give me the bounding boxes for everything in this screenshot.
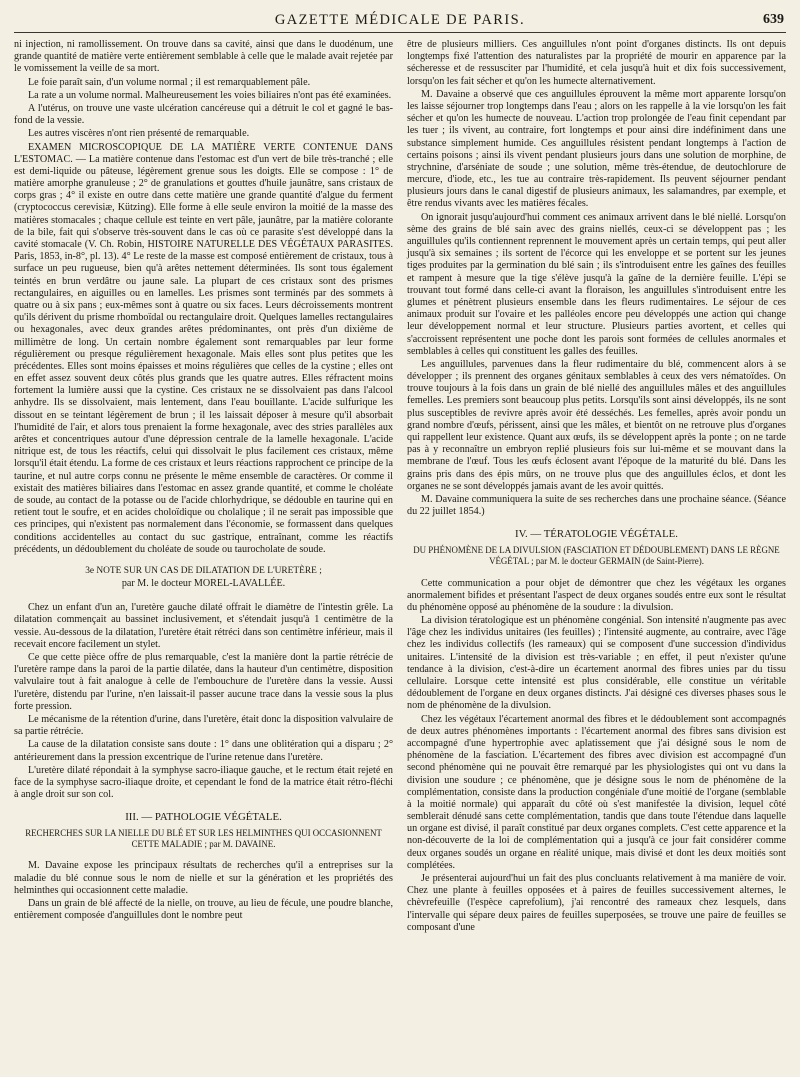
paragraph: La division tératologique est un phénomène congénial. Son intensité n'augmente pas avec l'âge chez les individus unitaires (les feuilles) ; l'intensité augmente, au contraire, avec l'âge chez les individus collectifs (les rameaux) qui se composent d'une succession d'individus unitaires. L'intensité de la division est très-variable ; en effet, il peut n'exister qu'une tendance à la division, c'est-à-dire un écartement anormal des fibres unies par du tissu cellulaire. Lorsque cette intensité est plus considérable, elle constitue un véritable dédoublement de l'organe en deux organes distincts. J'ai désigné ces diverses phases sous le nom de phénomène de la divulsion. bbox=[407, 615, 786, 712]
paragraph: M. Davaine expose les principaux résultats de recherches qu'il a entreprises sur la maladie du blé connue sous le nom de nielle et sur la génération et les propriétés des helminthes qui occasionnent cette maladie. bbox=[14, 860, 393, 896]
paragraph: Chez les végétaux l'écartement anormal des fibres et le dédoublement sont accompagnés de deux autres phénomènes importants : l'écartement anormal des fibres sans division est accompagné d'une hypertrophie avec aplatissement que j'ai désigné sous le nom de phénomène de la fasciation. L'écartement des fibres avec division est accompagné d'un second phénomène qui ne pouvait être remarqué par les physiologistes qui ont vu dans la division une soudure ; ce phénomène, que je désigne sous le nom de phénomène de la complémentation, consiste dans la production congéniale d'une moitié de l'organe (semblable à la moitié normale) qui apparaît du côté où s'est manifestée la division, lequel côté semblerait dénudé sans cette complémentation, tandis que dans toute l'étendue dans laquelle un organe est divisé, il paraît constitué par deux organes complets. C'est cette apparence et la non-découverte de la loi de complémentation qui a jusqu'à ce jour fait considérer comme deux organes soudés un organe en réalité unique, mais divisé et dont les deux moitiés sont complétées. bbox=[407, 713, 786, 871]
paragraph: On ignorait jusqu'aujourd'hui comment ces animaux arrivent dans le blé niellé. Lorsqu'on sème des grains de blé sain avec des grains niellés, ceux-ci se développent pas ; les anguillules qu'ils contiennent reprennent le mouvement après un certain temps, qui peut aller jusqu'à six semaines ; ils sortent de l'écorce qui les enveloppe et se portent sur les jeunes tiges produites par la germination du blé sain ; ils s'introduisent entre les gaînes des feuilles et rampent à mesure que la tige s'élève jusqu'à la gaîne de la dernière feuille. L'épi se trouvant tout formé dans celle-ci avant la floraison, les anguillules s'introduisent entre les glumes et pénètrent plusieurs ensemble dans les fleurs rudimentaires. Le séjour de ces animaux produit sur l'ovaire et les palléoles encore peu développés une action qui change leur développement normal et leur structure. Plusieurs parties avortent, et celles qui s'accroissent représentent une poche dont les parois sont formées de cellules anormales et semblables à celles qui constituent les galles des feuilles. bbox=[407, 211, 786, 357]
paragraph: M. Davaine communiquera la suite de ses recherches dans une prochaine séance. (Séance du 22 juillet 1854.) bbox=[407, 493, 786, 518]
paragraph: A l'utérus, on trouve une vaste ulcération cancéreuse qui a détruit le col et gagné le bas-fond de la vessie. bbox=[14, 102, 393, 127]
section-subtitle: DU PHÉNOMÈNE DE LA DIVULSION (FASCIATION ET DÉDOUBLEMENT) DANS LE RÈGNE VÉGÉTAL ; par M. le docteur GERMAIN (de Saint-Pierre). bbox=[413, 545, 780, 567]
note-author: par M. le docteur MOREL-LAVALLÉE. bbox=[121, 578, 286, 590]
paragraph: L'uretère dilaté répondait à la symphyse sacro-iliaque gauche, et le rectum était rejeté en face de la symphyse sacro-iliaque droite, et cependant le fond de la matrice était rétro-fléchi à angle droit sur son col. bbox=[14, 764, 393, 801]
paragraph: Cette communication a pour objet de démontrer que chez les végétaux les organes anormalement bifides et présentant l'aspect de deux organes soudés entre eux sont le résultat du phénomène opposé au phénomène de la soudure : la divulsion. bbox=[407, 577, 786, 613]
paragraph: M. Davaine a observé que ces anguillules éprouvent la même mort apparente lorsqu'on les laisse séjourner trop longtemps dans l'eau ; alors on les rappelle à la vie lorsqu'on les fait sécher et qu'on les humecte de nouveau. L'action trop prolongée de l'eau finit cependant par les tuer ; ils vivent, au contraire, fort longtemps et pour ainsi dire indéfiniment dans une substance simplement humide. Ces anguillules résistent pendant longtemps à l'action de certains poisons ; ainsi ils vivent pendant plusieurs jours dans une solution de morphine, de strychnine, d'arséniate de soude ; une solution, même très-étendue, de deutochlorure de mercure, d'iode, etc., les tue au contraire très-rapidement. Ils peuvent séjourner pendant plusieurs jours dans le canal digestif de plusieurs animaux, les salamandres, par exemple, et être rendus vivants avec les matières fécales. bbox=[407, 88, 786, 210]
paragraph: La cause de la dilatation consiste sans doute : 1° dans une oblitération qui a disparu ; 2° antérieurement dans la pression excentrique de l'urine retenue dans l'uretère. bbox=[14, 739, 393, 763]
text-columns bbox=[14, 39, 786, 1069]
paragraph: Ce que cette pièce offre de plus remarquable, c'est la manière dont la partie rétrécie de l'uretère rampe dans la paroi de la partie dilatée, dans la hauteur d'un centimètre, disposition valvulaire tout à fait analogue à celle de l'embouchure de l'uretère dans la vessie. Aussi l'uretère, distendu par l'urine, n'en laissait-il passer aucune trace dans la vessie sous la plus forte pression. bbox=[14, 652, 393, 712]
section-subtitle: RECHERCHES SUR LA NIELLE DU BLÉ ET SUR LES HELMINTHES QUI OCCASIONNENT CETTE MALADIE ; par M. DAVAINE. bbox=[25, 828, 382, 850]
paragraph: Le mécanisme de la rétention d'urine, dans l'uretère, était donc la disposition valvulaire de sa partie rétrécie. bbox=[14, 713, 393, 738]
journal-title: GAZETTE MÉDICALE DE PARIS. bbox=[274, 12, 526, 28]
paragraph: Les autres viscères n'ont rien présenté de remarquable. bbox=[28, 128, 250, 140]
paragraph: Les anguillules, parvenues dans la fleur rudimentaire du blé, commencent alors à se développer ; ils prennent des organes génitaux semblables à ceux des vers nématoïdes. On trouve toujours à la fois dans un grain de blé niellé des anguillules mâles et des anguillules femelles. Les premiers sont beaucoup plus petits. Lorsqu'ils sont ainsi développés, ils ne sont plus susceptibles de revivre après avoir été desséchés. Les femelles, après avoir pondu un grand nombre d'œufs, périssent, ainsi que les mâles, et bientôt on ne retrouve plus d'organes qui rappellent leur existence. Quant aux œufs, ils se développent après la ponte ; on ne tarde pas à y reconnaître un embryon replié plusieurs fois sur lui-même et se mouvant dans la membrane de l'œuf. Tous les œufs éclosent avant l'époque de la maturité du blé. Dans les grains pris dans des épis mûrs, on ne trouve plus que des anguillules éclos, et dont les organes ne se sont développés jamais avant de les avoir quittés. bbox=[407, 358, 786, 492]
paragraph: EXAMEN MICROSCOPIQUE DE LA MATIÈRE VERTE CONTENUE DANS L'ESTOMAC. — La matière contenue dans l'estomac est d'un vert de bile très-tranché ; elle est demi-liquide ou pâteuse, légèrement grenue sous les doigts. Elle se compose : 1° de matière amorphe granuleuse ; 2° de granulations et gouttes d'huile jaunâtre, sans cristaux de corps gras ; 4° il existe en outre dans cette matière une grande quantité d'algue du ferment (cryptococcus cerevisiæ, Kützing). Elle forme à elle seule environ la moitié de la masse des matières stomacales ; chaque cellule est teinte en vert pâle, jaunâtre, par la matière colorante de la bile, fait qui s'observe très-souvent dans le cas où ce parasite s'est développé dans la cavité stomacale (V. Ch. Robin, HISTOIRE NATURELLE DES VÉGÉTAUX PARASITES. Paris, 1853, in-8°, pl. 13). 4° Le reste de la masse est composé entièrement de cristaux, tous à surface un peu rugueuse, bien qu'à arêtes nettement déterminées. Ils sont tous également teintés en brun verdâtre ou jaune sale. La plupart de ces cristaux sont des prismes rectangulaires, en aiguilles ou en lamelles. Les prismes sont terminés par des sommets à quatre ou à six pans ; eux-mêmes sont à quatre ou six faces. Leurs décroissements montrent qu'ils dérivent du prisme rhomboïdal ou rectangulaire droit. Quelques lamelles rectangulaires ou hexagonales, avec deux grandes arêtes prédominantes, ont près d'un dixième de millimètre de long. Un certain nombre également sont remarquables par leur forme régulièrement ou presque régulièrement hexagonale. Mais elles sont plus petites que les précédentes. Elles sont moins épaisses et moins régulières que celles de la cystine ; elles ont en effet assez souvent deux côtés plus grands que les quatre autres. Elles réfractent moins fortement la lumière aussi que la cystine. Ces cristaux ne se dissolvaient pas dans l'alcool anhydre. Ils se dissolvaient, mais lentement, dans l'eau bouillante. L'acide sulfurique les dissout en se teintant légèrement de brun ; il les laissait déposer à mesure qu'il absorbait l'humidité de l'air, et alors tous prenaient la forme hexagonale, avec des stries parallèles aux arêtes et concentriques autour d'une dépression centrale de la lamelle hexagonale. L'acide nitrique est, de tous les réactifs, celui qui dissolvait le plus facilement ces cristaux, même lorsqu'il était étendu. La forme de ces cristaux et leurs réactions rapprochent ce principe de la taurine, et nul autre corps connu ne présente le même ensemble de caractères. Or comme il existait des matières biliaires dans l'estomac en assez grande quantité, et comme le choléate de soude, au contact de la potasse ou de l'acide chlorhydrique, se dédouble en taurine qui en retient tout le soufre, et en acides choloïdique ou cholalique ; il ne serait pas impossible que ces principes, qui n'existent pas normalement dans l'économie, se formassent dans quelques conditions accidentelles au contact du suc gastrique, entraînant, comme les réactifs précédents, un dédoublement du choléate de soude ou taurocholate de soude. bbox=[14, 141, 393, 555]
note-title: 3e NOTE SUR UN CAS DE DILATATION DE L'URETÈRE ; bbox=[85, 565, 322, 576]
paragraph: La rate a un volume normal. Malheureusement les voies biliaires n'ont pas été examinées. bbox=[28, 89, 392, 101]
page-number: 639 bbox=[763, 12, 784, 27]
paragraph: Je présenterai aujourd'hui un fait des plus concluants relativement à ma manière de voir. Chez une plante à feuilles opposées et à paires de feuilles successivement alternes, le chèvrefeuille (l'espèce caprefolium), j'ai rencontré des rameaux chez lesquels, dans l'intervalle qui sépare deux paires de feuilles superposées, se trouve une paire de feuilles se composant d'une bbox=[407, 873, 786, 933]
paragraph: ni injection, ni ramollissement. On trouve dans sa cavité, ainsi que dans le duodénum, une grande quantité de matière verte entièrement semblable à celle que le malade avait rejetée par le vomissement la veille de sa mort. bbox=[14, 39, 393, 75]
page-header bbox=[14, 10, 786, 33]
paragraph: Dans un grain de blé affecté de la nielle, on trouve, au lieu de fécule, une poudre blanche, entièrement composée d'anguillules dont le nombre peut bbox=[14, 898, 393, 922]
section-title: IV. — TÉRATOLOGIE VÉGÉTALE. bbox=[515, 528, 678, 541]
paragraph: être de plusieurs milliers. Ces anguillules n'ont point d'organes distincts. Ils ont depuis longtemps fixé l'attention des naturalistes par la propriété de mourir en apparence par la sécheresse et de ressusciter par l'humidité, et cela jusqu'à huit et dix fois successivement, lorsqu'on les fait sécher et qu'on les humecte alternativement. bbox=[407, 39, 786, 87]
section-title: III. — PATHOLOGIE VÉGÉTALE. bbox=[125, 811, 282, 824]
right-column bbox=[407, 39, 786, 1069]
paragraph: Le foie paraît sain, d'un volume normal ; il est remarquablement pâle. bbox=[28, 76, 311, 88]
left-column bbox=[14, 39, 393, 1069]
paragraph: Chez un enfant d'un an, l'uretère gauche dilaté offrait le diamètre de l'intestin grêle. La dilatation commençait au bassinet inclusivement, et s'étendait jusqu'à 1 centimètre de la vessie. Au-dessous de la dilatation, l'uretère était rétréci dans son centimètre inférieur, mais il recevait encore facilement un stylet. bbox=[14, 602, 393, 650]
